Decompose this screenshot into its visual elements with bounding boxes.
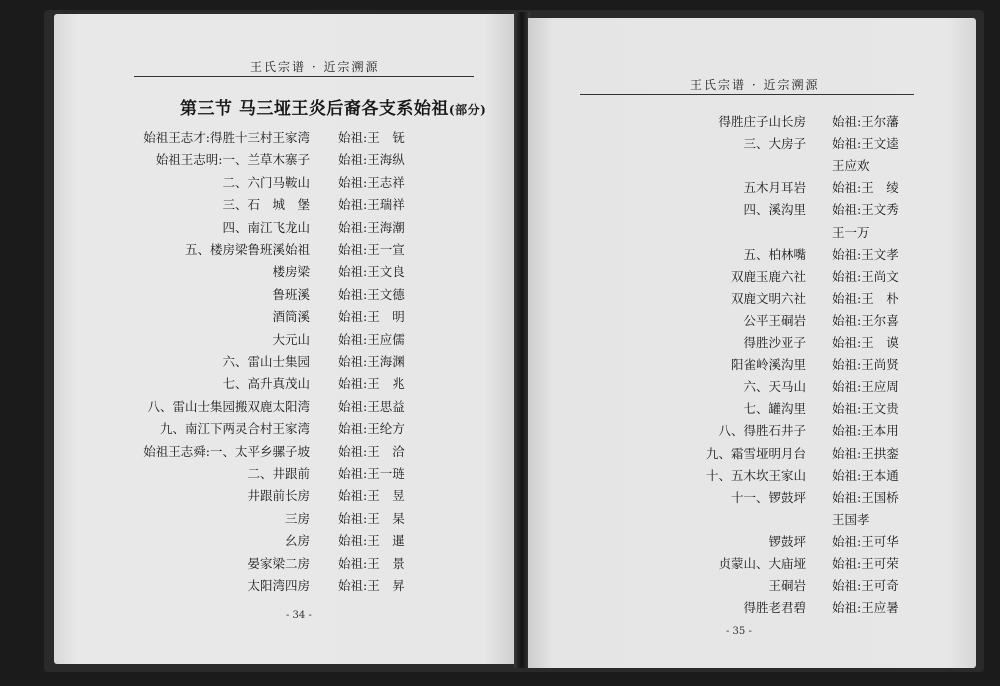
lineage-branch: 贞蒙山、大庙垭 xyxy=(718,556,806,571)
lineage-ancestor: 始祖:王思益 xyxy=(338,398,405,414)
lineage-ancestor: 始祖:王志祥 xyxy=(338,174,405,190)
section-title-sub: (部分) xyxy=(448,103,487,117)
lineage-ancestor: 始祖:王文德 xyxy=(338,286,405,302)
lineage-branch: 三、大房子 xyxy=(743,136,806,152)
lineage-ancestor: 始祖:王 绫 xyxy=(832,180,899,196)
lineage-ancestor: 始祖:王可荣 xyxy=(832,556,899,571)
lineage-branch: 得胜庄子山长房 xyxy=(718,114,806,129)
lineage-branch: 始祖王志明:一、兰草木寨子 xyxy=(155,152,310,168)
lineage-branch: 双鹿玉鹿六社 xyxy=(730,268,806,284)
lineage-branch: 大元山 xyxy=(272,331,310,347)
lineage-branch: 始祖王志舜:一、太平乡骡子坡 xyxy=(143,443,310,459)
lineage-ancestor: 始祖:王可华 xyxy=(832,533,899,549)
lineage-branch: 九、南江下两灵合村王家湾 xyxy=(159,421,310,437)
lineage-branch: 得胜老君碧 xyxy=(743,600,806,616)
lineage-ancestor: 始祖:王 朴 xyxy=(832,290,899,306)
lineage-ancestor: 始祖:王尔喜 xyxy=(832,312,899,328)
lineage-ancestor: 始祖:王尚文 xyxy=(832,268,899,284)
left-header-rule xyxy=(134,76,474,77)
lineage-branch: 六、雷山士集园 xyxy=(222,354,310,369)
lineage-branch: 锣鼓坪 xyxy=(768,533,806,549)
lineage-branch: 王硐岩 xyxy=(768,578,806,594)
section-title-main: 第三节 马三垭王炎后裔各支系始祖 xyxy=(180,99,449,119)
lineage-ancestor: 始祖:王应周 xyxy=(832,379,899,395)
lineage-branch: 六、天马山 xyxy=(743,379,806,395)
lineage-branch: 八、雷山士集园搬双鹿太阳湾 xyxy=(147,398,310,414)
lineage-ancestor: 始祖:王海纵 xyxy=(338,152,405,168)
lineage-branch: 十、五木坎王家山 xyxy=(705,467,806,483)
lineage-branch: 太阳湾四房 xyxy=(247,578,310,593)
right-page xyxy=(528,18,976,668)
lineage-branch: 二、井跟前 xyxy=(247,466,310,481)
lineage-branch: 七、罐沟里 xyxy=(743,401,806,417)
lineage-branch: 酒筒溪 xyxy=(272,309,310,325)
lineage-ancestor: 始祖:王 洽 xyxy=(338,443,405,459)
lineage-ancestor: 始祖:王 暹 xyxy=(338,533,405,549)
left-page-number: - 34 - xyxy=(286,610,312,621)
lineage-ancestor: 始祖:王国桥 xyxy=(832,489,899,505)
lineage-ancestor: 始祖:王纶方 xyxy=(338,421,405,437)
right-header-rule xyxy=(580,94,914,95)
lineage-ancestor: 始祖:王文贵 xyxy=(832,401,899,417)
lineage-branch: 七、高升真茂山 xyxy=(222,376,310,392)
lineage-branch: 公平王硐岩 xyxy=(743,312,806,328)
lineage-ancestor: 王应欢 xyxy=(832,158,870,174)
lineage-branch: 得胜沙亚子 xyxy=(743,335,806,350)
lineage-ancestor: 始祖:王 昇 xyxy=(338,578,405,593)
lineage-branch: 井跟前长房 xyxy=(247,488,310,504)
lineage-ancestor: 始祖:王海渊 xyxy=(338,354,405,369)
lineage-ancestor: 始祖:王本通 xyxy=(832,467,899,483)
lineage-branch: 阳雀岭溪沟里 xyxy=(730,357,806,373)
left-running-head: 王氏宗谱 · 近宗溯源 xyxy=(250,60,380,74)
lineage-branch: 晏家梁二房 xyxy=(247,555,310,571)
lineage-branch: 三房 xyxy=(284,510,310,526)
lineage-branch: 幺房 xyxy=(284,533,310,549)
lineage-ancestor: 始祖:王 谟 xyxy=(832,335,899,350)
lineage-branch: 楼房梁 xyxy=(272,264,310,280)
lineage-ancestor: 始祖:王 景 xyxy=(338,555,405,571)
lineage-ancestor: 始祖:王拱銮 xyxy=(832,445,899,461)
lineage-ancestor: 始祖:王文逵 xyxy=(832,136,899,152)
lineage-branch: 五、楼房梁鲁班溪始祖 xyxy=(184,242,310,257)
lineage-ancestor: 始祖:王文良 xyxy=(338,264,405,280)
lineage-ancestor: 始祖:王应儒 xyxy=(338,331,405,347)
lineage-branch: 四、南江飞龙山 xyxy=(222,219,310,235)
lineage-ancestor: 始祖:王 昱 xyxy=(338,488,405,504)
lineage-branch: 八、得胜石井子 xyxy=(718,423,806,439)
lineage-branch: 双鹿文明六社 xyxy=(730,290,806,306)
lineage-branch: 始祖王志才:得胜十三村王家湾 xyxy=(143,130,310,145)
lineage-branch: 九、霜雪垭明月台 xyxy=(705,445,806,461)
lineage-ancestor: 始祖:王海潮 xyxy=(338,219,405,235)
lineage-branch: 三、石 城 堡 xyxy=(222,197,310,213)
lineage-ancestor: 始祖:王瑞祥 xyxy=(338,197,405,213)
lineage-ancestor: 始祖:王尔藩 xyxy=(832,114,899,129)
lineage-ancestor: 始祖:王应暑 xyxy=(832,600,899,616)
right-page-number: - 35 - xyxy=(726,626,752,637)
lineage-ancestor: 始祖:王文孝 xyxy=(832,246,899,262)
left-page xyxy=(54,14,516,664)
right-running-head: 王氏宗谱 · 近宗溯源 xyxy=(690,78,820,92)
lineage-ancestor: 王国孝 xyxy=(832,511,870,527)
lineage-ancestor: 始祖:王尚贤 xyxy=(832,357,899,373)
lineage-ancestor: 始祖:王 杲 xyxy=(338,510,405,526)
lineage-ancestor: 始祖:王 兆 xyxy=(338,376,405,392)
lineage-branch: 四、溪沟里 xyxy=(743,202,806,218)
lineage-ancestor: 始祖:王 䥻 xyxy=(338,130,405,145)
lineage-ancestor: 始祖:王一宣 xyxy=(338,242,405,257)
lineage-branch: 十一、锣鼓坪 xyxy=(730,489,806,505)
lineage-ancestor: 王一万 xyxy=(832,224,870,240)
lineage-ancestor: 始祖:王一琏 xyxy=(338,466,405,481)
section-title xyxy=(180,94,486,119)
lineage-branch: 五木月耳岩 xyxy=(743,180,806,196)
lineage-ancestor: 始祖:王文秀 xyxy=(832,202,899,218)
lineage-branch: 五、柏林嘴 xyxy=(743,246,806,262)
lineage-branch: 鲁班溪 xyxy=(272,286,310,302)
lineage-ancestor: 始祖:王 明 xyxy=(338,309,405,325)
lineage-ancestor: 始祖:王可奇 xyxy=(832,578,899,594)
lineage-ancestor: 始祖:王本用 xyxy=(832,423,899,439)
lineage-branch: 二、六门马鞍山 xyxy=(222,174,310,190)
